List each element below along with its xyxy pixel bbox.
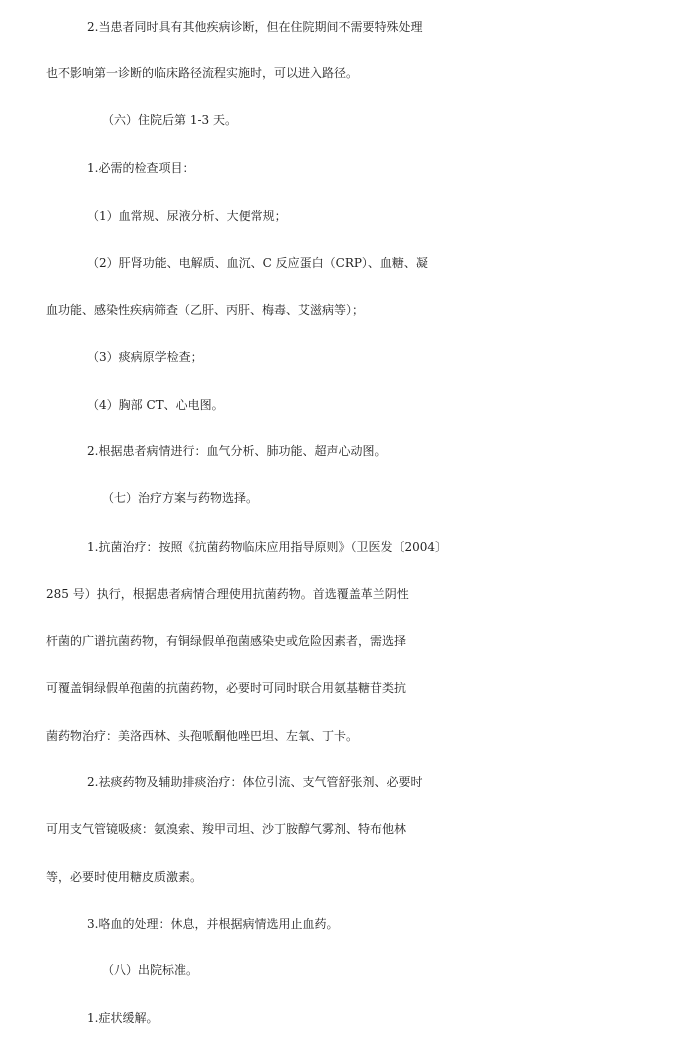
text-line: 可用支气管镜吸痰：氨溴索、羧甲司坦、沙丁胺醇气雾剂、特布他林	[46, 822, 407, 836]
text-line: 血功能、感染性疾病筛查（乙肝、丙肝、梅毒、艾滋病等）；	[46, 303, 365, 317]
text-line: 2.根据患者病情进行：血气分析、肺功能、超声心动图。	[87, 444, 387, 458]
list-item: （3）痰病原学检查；	[87, 350, 203, 364]
text-line: 3.咯血的处理：休息，并根据病情选用止血药。	[87, 917, 339, 931]
section-heading: （七）治疗方案与药物选择。	[102, 491, 259, 505]
text-line: 菌药物治疗：美洛西林、头孢哌酮他唑巴坦、左氧、丁卡。	[46, 729, 359, 743]
text-line: 285 号）执行，根据患者病情合理使用抗菌药物。首选覆盖革兰阴性	[46, 587, 409, 601]
text-line: 可覆盖铜绿假单孢菌的抗菌药物，必要时可同时联合用氨基糖苷类抗	[46, 681, 407, 695]
list-item: （2）肝肾功能、电解质、血沉、C 反应蛋白（CRP）、血糖、凝	[87, 256, 428, 270]
text-line: 等，必要时使用糖皮质激素。	[46, 870, 203, 884]
text-line: 也不影响第一诊断的临床路径流程实施时，可以进入路径。	[46, 66, 359, 80]
section-heading: （六）住院后第 1-3 天。	[102, 113, 237, 127]
text-line: 1.必需的检查项目：	[87, 161, 195, 175]
text-line: 2.当患者同时具有其他疾病诊断，但在住院期间不需要特殊处理	[87, 20, 423, 34]
text-line: 1.症状缓解。	[87, 1011, 159, 1025]
section-heading: （八）出院标准。	[102, 963, 199, 977]
list-item: （1）血常规、尿液分析、大便常规；	[87, 209, 287, 223]
list-item: （4）胸部 CT、心电图。	[87, 398, 224, 412]
text-line: 杆菌的广谱抗菌药物，有铜绿假单孢菌感染史或危险因素者，需选择	[46, 634, 407, 648]
text-line: 2.祛痰药物及辅助排痰治疗：体位引流、支气管舒张剂、必要时	[87, 775, 423, 789]
text-line: 1.抗菌治疗：按照《抗菌药物临床应用指导原则》（卫医发〔2004〕	[87, 540, 447, 554]
